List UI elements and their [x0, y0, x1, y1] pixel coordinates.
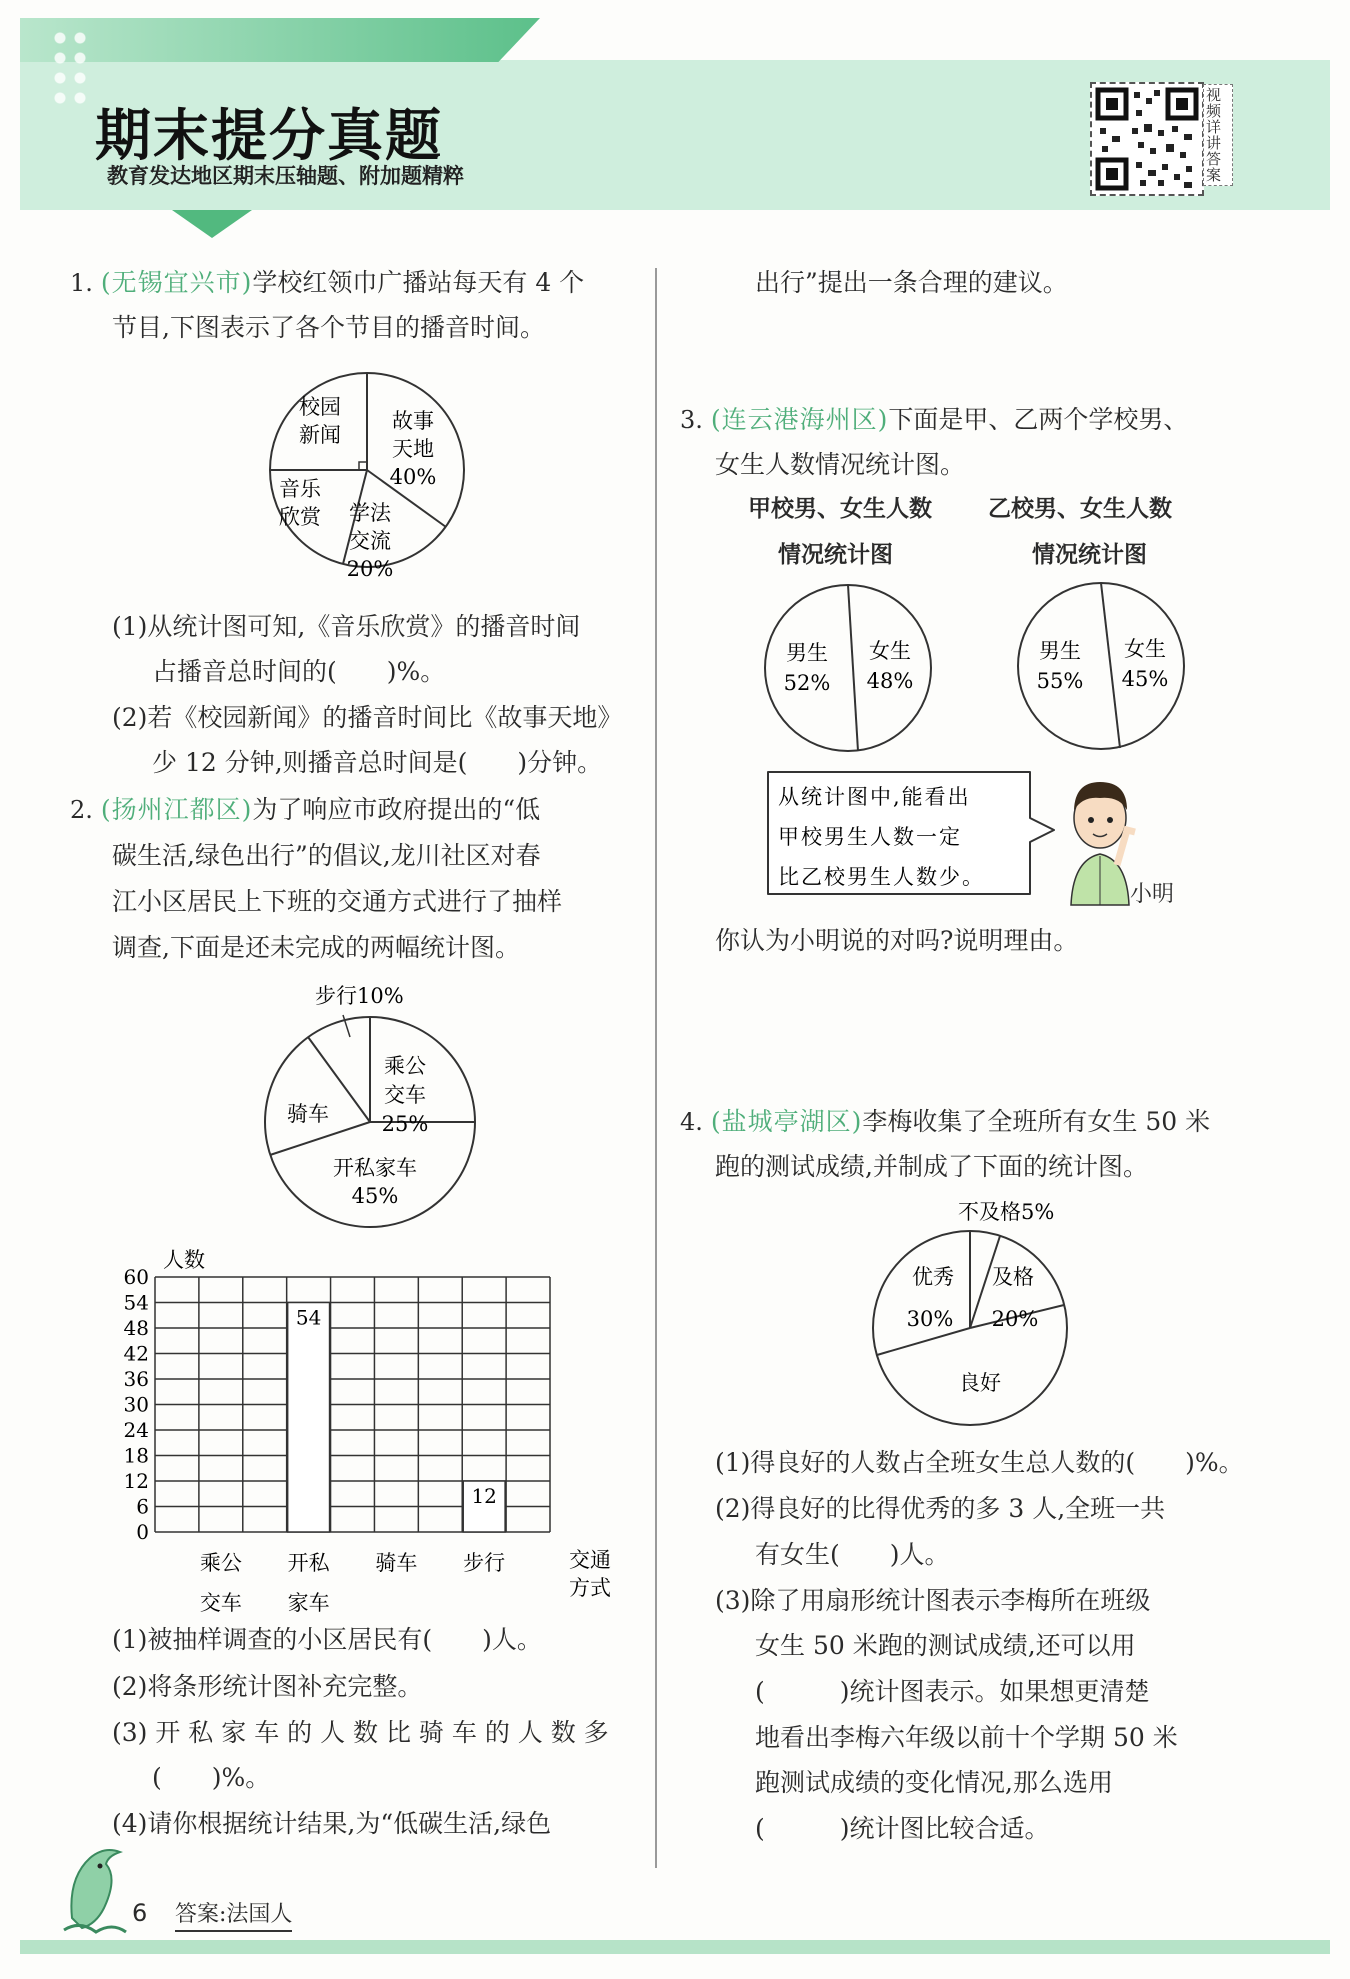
q4-sub2-b: 有女生( )人。 [755, 1540, 950, 1569]
bar-chart-bar [288, 1303, 330, 1533]
q1-source: (无锡宜兴市) [100, 268, 253, 297]
q1-pie-label-law-2: 交流 [349, 529, 391, 553]
header-triangle [172, 210, 252, 238]
q2-sub4-b: 出行”提出一条合理的建议。 [755, 268, 1068, 297]
q1-number: 1. [70, 269, 93, 297]
q3-question: 你认为小明说的对吗?说明理由。 [715, 926, 1079, 955]
q4-sub3-e: 跑测试成绩的变化情况,那么选用 [755, 1768, 1113, 1797]
q3-character-name: 小明 [1130, 882, 1175, 907]
q3-pie-chart-yi [1015, 578, 1195, 758]
q3-yi-male-label: 男生 [1039, 639, 1081, 663]
q3-yi-female-label: 女生 [1124, 637, 1166, 661]
q3-pie-chart-jia [762, 580, 942, 760]
q4-pie-label-pass: 及格 [992, 1265, 1034, 1289]
q2-number: 2. [70, 796, 93, 824]
q4-number: 4. [680, 1108, 703, 1136]
q4-text-1: 李梅收集了全班所有女生 50 米 [862, 1107, 1211, 1136]
q4-sub3-c: ( )统计图表示。如果想更清楚 [755, 1677, 1150, 1706]
q1-pie-label-music-2: 欣赏 [279, 505, 321, 529]
bar-chart-xlabel: 方式 [569, 1576, 611, 1600]
q3-chart1-title-2: 情况统计图 [778, 542, 893, 568]
bar-chart-ylabel: 人数 [163, 1248, 205, 1272]
q1-sub2-a: (2)若《校园新闻》的播音时间比《故事天地》 [112, 703, 623, 732]
q1-text-2: 节目,下图表示了各个节目的播音时间。 [112, 313, 545, 342]
header-dots-decoration [50, 28, 90, 108]
page-number: 6 [132, 1899, 148, 1927]
q3-chart2-title-2: 情况统计图 [1032, 542, 1147, 568]
bar-chart-ytick-label: 60 [123, 1265, 149, 1289]
q4-sub2-a: (2)得良好的比得优秀的多 3 人,全班一共 [715, 1494, 1166, 1523]
q2-text-3: 江小区居民上下班的交通方式进行了抽样 [112, 887, 563, 916]
q3-bubble-line2: 甲校男生人数一定 [778, 825, 962, 849]
column-divider [655, 268, 657, 1868]
bar-chart-xlabel: 交通 [569, 1548, 611, 1572]
q4-pie-label-pass-pct: 20% [991, 1307, 1039, 1331]
q1-pie-label-law-pct: 20% [346, 557, 394, 581]
q4-pie-label-fail: 不及格5% [958, 1200, 1055, 1224]
q3-jia-male-pct: 52% [783, 671, 831, 695]
q1-pie-label-story-1: 故事 [392, 409, 434, 433]
q1-sub1-b: 占播音总时间的( )%。 [152, 657, 446, 686]
bar-chart-value-label: 12 [471, 1484, 497, 1508]
q3-line1 [680, 405, 1188, 435]
q3-bubble-line1: 从统计图中,能看出 [778, 785, 971, 809]
q1-pie-label-story-2: 天地 [392, 437, 434, 461]
q2-sub3-b: ( )%。 [152, 1763, 271, 1792]
q3-chart2-title-1: 乙校男、女生人数 [988, 496, 1172, 522]
q2-pie-label-car-2: 45% [351, 1184, 399, 1208]
q3-yi-male-pct: 55% [1036, 669, 1084, 693]
bar-chart-category-label: 骑车 [375, 1551, 418, 1575]
q4-pie-label-excellent: 优秀 [912, 1265, 954, 1289]
q3-jia-female-pct: 48% [866, 669, 914, 693]
q1-pie-chart [245, 358, 485, 598]
q2-pie-label-bike: 骑车 [287, 1102, 329, 1126]
q4-sub3-d: 地看出李梅六年级以前十个学期 50 米 [755, 1723, 1178, 1752]
q3-number: 3. [680, 406, 703, 434]
q3-text-1: 下面是甲、乙两个学校男、 [888, 405, 1189, 434]
bar-chart-category-label: 步行 [463, 1551, 506, 1575]
q3-speech-bubble [762, 768, 1062, 903]
q2-sub3-a: (3) 开 私 家 车 的 人 数 比 骑 车 的 人 数 多 [112, 1718, 609, 1747]
q3-bubble-line3: 比乙校男生人数少。 [778, 865, 985, 889]
q2-source: (扬州江都区) [100, 795, 253, 824]
bar-chart-ytick-label: 30 [123, 1392, 149, 1417]
bar-chart-category-label: 家车 [287, 1591, 330, 1615]
q4-pie-chart [865, 1190, 1095, 1430]
q2-text-1: 为了响应市政府提出的“低 [252, 795, 541, 824]
q4-sub3-a: (3)除了用扇形统计图表示李梅所在班级 [715, 1586, 1151, 1615]
q1-pie-label-story-pct: 40% [389, 465, 437, 489]
bar-chart-ytick-label: 54 [123, 1290, 149, 1315]
q3-jia-female-label: 女生 [869, 639, 911, 663]
qr-code-icon[interactable] [1090, 82, 1204, 196]
q2-text-4: 调查,下面是还未完成的两幅统计图。 [112, 933, 520, 962]
q4-sub1: (1)得良好的人数占全班女生总人数的( )%。 [715, 1448, 1244, 1477]
bar-chart-ytick-label: 24 [123, 1418, 149, 1442]
q1-pie-label-news-1: 校园 [299, 395, 341, 419]
bar-chart-ytick-label: 48 [123, 1316, 149, 1340]
q2-sub2: (2)将条形统计图补充完整。 [112, 1672, 423, 1701]
q2-pie-label-bus-2: 交车 [384, 1083, 426, 1107]
footer-bar [20, 1940, 1330, 1954]
bar-chart-category-label: 开私 [287, 1551, 330, 1575]
q4-sub3-b: 女生 50 米跑的测试成绩,还可以用 [755, 1631, 1136, 1660]
q4-pie-label-good: 良好 [959, 1371, 1001, 1395]
footer-answer: 答案:法国人 [175, 1900, 292, 1932]
bar-chart-ytick-label: 42 [123, 1341, 149, 1366]
page-title: 期末提分真题 [95, 104, 443, 169]
q3-jia-male-label: 男生 [786, 641, 828, 665]
q2-sub4-a: (4)请你根据统计结果,为“低碳生活,绿色 [112, 1809, 552, 1838]
q1-pie-label-music-1: 音乐 [279, 477, 321, 501]
q1-sub2-b: 少 12 分钟,则播音总时间是( )分钟。 [152, 748, 603, 777]
q2-pie-label-bus-pct: 25% [381, 1112, 429, 1136]
q4-text-2: 跑的测试成绩,并制成了下面的统计图。 [715, 1152, 1148, 1181]
q2-bar-chart [100, 1235, 640, 1620]
q4-line1 [680, 1107, 1210, 1137]
bar-chart-category-label: 乘公 [199, 1551, 242, 1575]
qr-label: 视频详讲答案 [1203, 84, 1233, 186]
bar-chart-ytick-label: 0 [136, 1520, 149, 1544]
header-stripe [20, 18, 540, 62]
q2-text-2: 碳生活,绿色出行”的倡议,龙川社区对春 [112, 841, 541, 870]
q4-pie-label-excellent-pct: 30% [906, 1307, 954, 1331]
bar-chart-ytick-label: 36 [123, 1367, 149, 1391]
q1-pie-label-news-2: 新闻 [299, 423, 341, 447]
q2-line1 [70, 795, 540, 825]
bar-chart-value-label: 54 [295, 1305, 322, 1330]
q4-sub3-f: ( )统计图比较合适。 [755, 1814, 1050, 1843]
bar-chart-ytick-label: 6 [136, 1494, 149, 1519]
q2-pie-label-bus-1: 乘公 [384, 1054, 426, 1078]
q3-source: (连云港海州区) [710, 405, 889, 434]
q1-text-1: 学校红领巾广播站每天有 4 个 [252, 268, 585, 297]
q2-pie-chart [240, 975, 500, 1235]
page-subtitle: 教育发达地区期末压轴题、附加题精粹 [107, 164, 464, 188]
q4-source: (盐城亭湖区) [710, 1107, 863, 1136]
q3-chart1-title-1: 甲校男、女生人数 [748, 496, 932, 522]
q1-line1 [70, 268, 584, 298]
q3-yi-female-pct: 45% [1121, 667, 1169, 691]
bar-chart-ytick-label: 12 [123, 1469, 149, 1493]
q2-pie-label-walk: 步行10% [315, 984, 404, 1008]
bar-chart-category-label: 交车 [199, 1591, 242, 1615]
dolphin-logo-icon [60, 1838, 130, 1938]
bar-chart-ytick-label: 18 [123, 1443, 149, 1468]
q2-pie-label-car-1: 开私家车 [333, 1156, 417, 1180]
q1-sub1-a: (1)从统计图可知,《音乐欣赏》的播音时间 [112, 612, 581, 641]
q1-pie-label-law-1: 学法 [349, 501, 391, 525]
q3-text-2: 女生人数情况统计图。 [715, 450, 966, 479]
q2-sub1: (1)被抽样调查的小区居民有( )人。 [112, 1625, 542, 1654]
